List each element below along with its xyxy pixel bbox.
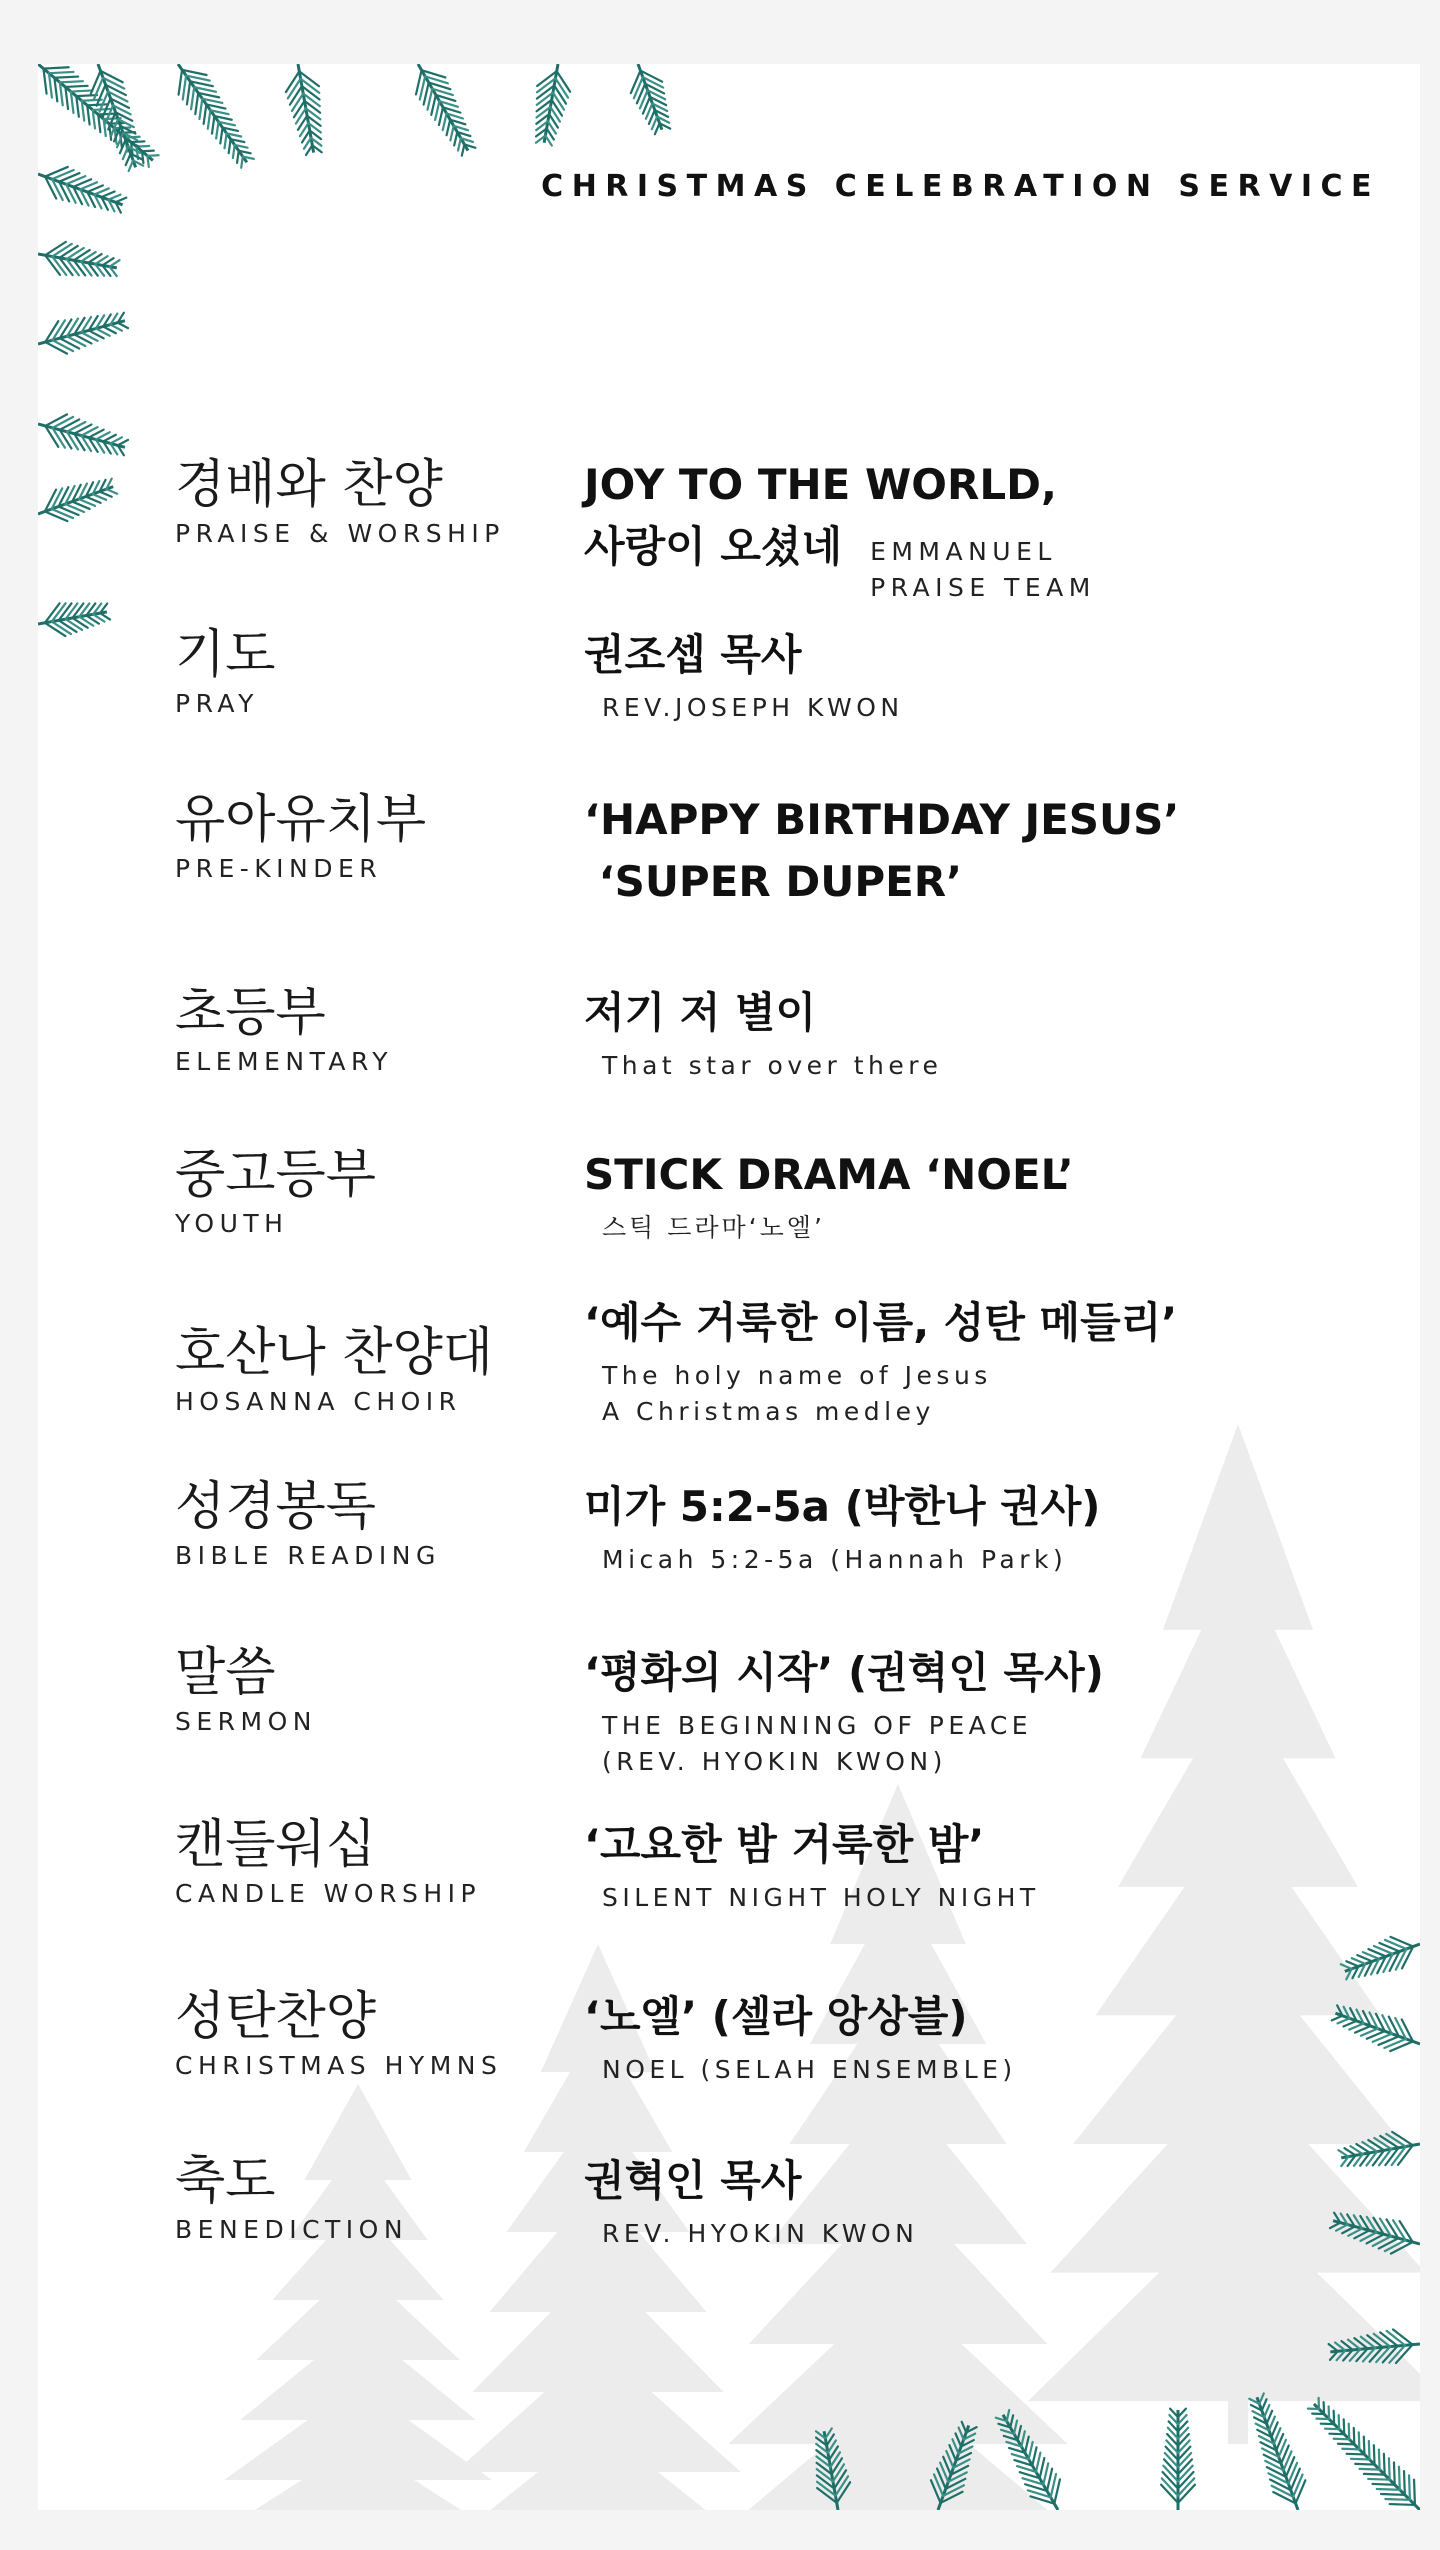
program-detail bbox=[584, 1476, 1404, 1578]
program-subtitle-line: (REV. HYOKIN KWON) bbox=[602, 1747, 947, 1776]
program-subtitle bbox=[602, 1880, 1404, 1916]
pine-branch-icon bbox=[631, 64, 670, 134]
page-title: CHRISTMAS CELEBRATION SERVICE bbox=[541, 169, 1380, 204]
performer-credit-line: EMMANUEL bbox=[870, 537, 1057, 566]
program-label-korean: 중고등부 bbox=[175, 1145, 376, 1205]
program-label bbox=[175, 1642, 317, 1738]
pine-branch-icon bbox=[1308, 2398, 1420, 2510]
program-detail bbox=[584, 454, 1404, 606]
pine-branch-icon bbox=[286, 64, 322, 155]
decoration-layer bbox=[38, 64, 1420, 2510]
program-label-english: SERMON bbox=[175, 1707, 317, 1736]
program-label-english: BENEDICTION bbox=[175, 2215, 409, 2244]
program-subtitle bbox=[602, 1048, 1404, 1084]
program-title: 저기 저 별이 bbox=[584, 988, 817, 1037]
program-label-korean: 성탄찬양 bbox=[175, 1987, 376, 2047]
program-label-english: PRE-KINDER bbox=[175, 854, 383, 883]
program-label bbox=[175, 624, 275, 720]
program-label-korean: 축도 bbox=[175, 2151, 276, 2211]
program-label bbox=[175, 982, 393, 1078]
pine-branch-icon bbox=[38, 479, 117, 522]
program-subtitle bbox=[602, 1358, 1404, 1430]
program-subtitle bbox=[602, 1210, 1404, 1246]
program-subtitle-line: A Christmas medley bbox=[602, 1397, 935, 1426]
program-label-korean: 호산나 찬양대 bbox=[175, 1323, 493, 1383]
program-label-english: CANDLE WORSHIP bbox=[175, 1879, 482, 1908]
program-title: JOY TO THE WORLD, bbox=[584, 460, 1057, 509]
program-label-korean: 캔들워십 bbox=[175, 1815, 376, 1875]
pine-branch-icon bbox=[38, 167, 126, 213]
pine-tree-silhouettes bbox=[208, 1424, 1420, 2510]
program-subtitle-line: REV. HYOKIN KWON bbox=[602, 2219, 919, 2248]
program-subtitle bbox=[602, 690, 1404, 726]
program-detail bbox=[584, 1986, 1404, 2088]
program-label-english: CHRISTMAS HYMNS bbox=[175, 2051, 503, 2080]
program-title: 권혁인 목사 bbox=[584, 2156, 802, 2205]
program-label-english: PRAY bbox=[175, 689, 259, 718]
program-subtitle-line: NOEL (SELAH ENSEMBLE) bbox=[602, 2055, 1017, 2084]
program-card bbox=[38, 64, 1420, 2510]
program-title: ‘노엘’ (셀라 앙상블) bbox=[584, 1992, 968, 2041]
program-label bbox=[175, 1986, 502, 2082]
program-label bbox=[175, 789, 426, 885]
pine-branch-icon bbox=[1161, 2409, 1195, 2510]
program-label-korean: 초등부 bbox=[175, 983, 326, 1043]
program-title: ‘고요한 밤 거룩한 밤’ bbox=[584, 1820, 985, 1869]
program-label-english: ELEMENTARY bbox=[175, 1047, 394, 1076]
program-label bbox=[175, 1814, 481, 1910]
program-detail bbox=[584, 1814, 1404, 1916]
program-subtitle bbox=[602, 2216, 1404, 2252]
program-label-english: PRAISE & WORSHIP bbox=[175, 519, 505, 548]
program-subtitle bbox=[602, 2052, 1404, 2088]
program-title: 권조셉 목사 bbox=[584, 630, 802, 679]
program-label-korean: 경배와 찬양 bbox=[175, 455, 443, 515]
program-subtitle bbox=[602, 1542, 1404, 1578]
program-detail bbox=[584, 2150, 1404, 2252]
program-label-korean: 유아유치부 bbox=[175, 790, 427, 850]
program-subtitle-line: REV.JOSEPH KWON bbox=[602, 693, 904, 722]
pine-tree-icon bbox=[208, 2084, 508, 2510]
program-title: STICK DRAMA ‘NOEL’ bbox=[584, 1150, 1074, 1199]
program-title: ‘HAPPY BIRTHDAY JESUS’ bbox=[584, 795, 1180, 844]
program-title-korean: 사랑이 오셨네 bbox=[584, 522, 843, 571]
program-detail bbox=[584, 982, 1404, 1084]
program-subtitle-line: The holy name of Jesus bbox=[602, 1361, 992, 1390]
pine-branch-icon bbox=[1249, 2393, 1305, 2510]
program-subtitle-line: Micah 5:2-5a (Hannah Park) bbox=[602, 1545, 1068, 1574]
program-label-korean: 말씀 bbox=[175, 1643, 276, 1703]
program-detail bbox=[584, 1642, 1404, 1780]
program-title: ‘예수 거룩한 이름, 성탄 메들리’ bbox=[584, 1298, 1178, 1347]
program-label bbox=[175, 2150, 408, 2246]
pine-branch-icon bbox=[38, 414, 128, 455]
pine-branch-icon bbox=[416, 64, 475, 156]
program-label-korean: 성경봉독 bbox=[175, 1477, 376, 1537]
program-label bbox=[175, 1144, 376, 1240]
program-label-english: HOSANNA CHOIR bbox=[175, 1387, 462, 1416]
program-subtitle-line: THE BEGINNING OF PEACE bbox=[602, 1711, 1033, 1740]
pine-branch-icon bbox=[178, 64, 254, 168]
program-detail bbox=[584, 789, 1404, 913]
performer-credit-line: PRAISE TEAM bbox=[870, 573, 1096, 602]
program-label bbox=[175, 1322, 493, 1418]
program-label-korean: 기도 bbox=[175, 625, 276, 685]
pine-branch-icon bbox=[38, 64, 159, 167]
program-label-english: BIBLE READING bbox=[175, 1541, 441, 1570]
program-subtitle bbox=[602, 1708, 1404, 1780]
program-title: 미가 5:2-5a (박한나 권사) bbox=[584, 1482, 1101, 1531]
program-subtitle-line: SILENT NIGHT HOLY NIGHT bbox=[602, 1883, 1040, 1912]
program-title: ‘SUPER DUPER’ bbox=[584, 857, 963, 906]
program-label bbox=[175, 454, 505, 550]
program-label bbox=[175, 1476, 441, 1572]
program-title-line-with-credit bbox=[584, 516, 1404, 606]
performer-credit bbox=[870, 534, 1096, 606]
program-detail bbox=[584, 624, 1404, 726]
pine-branch-icon bbox=[38, 242, 120, 276]
program-subtitle-line: That star over there bbox=[602, 1051, 943, 1080]
program-label-english: YOUTH bbox=[175, 1209, 289, 1238]
pine-branch-icon bbox=[38, 313, 128, 354]
pine-branch-icon bbox=[38, 603, 110, 636]
program-subtitle-line: 스틱 드라마‘노엘’ bbox=[602, 1213, 825, 1242]
pine-branch-icon bbox=[1341, 1937, 1420, 1980]
program-detail bbox=[584, 1292, 1404, 1430]
pine-branch-icon bbox=[536, 64, 570, 146]
program-detail bbox=[584, 1144, 1404, 1246]
program-title: ‘평화의 시작’ (권혁인 목사) bbox=[584, 1648, 1104, 1697]
